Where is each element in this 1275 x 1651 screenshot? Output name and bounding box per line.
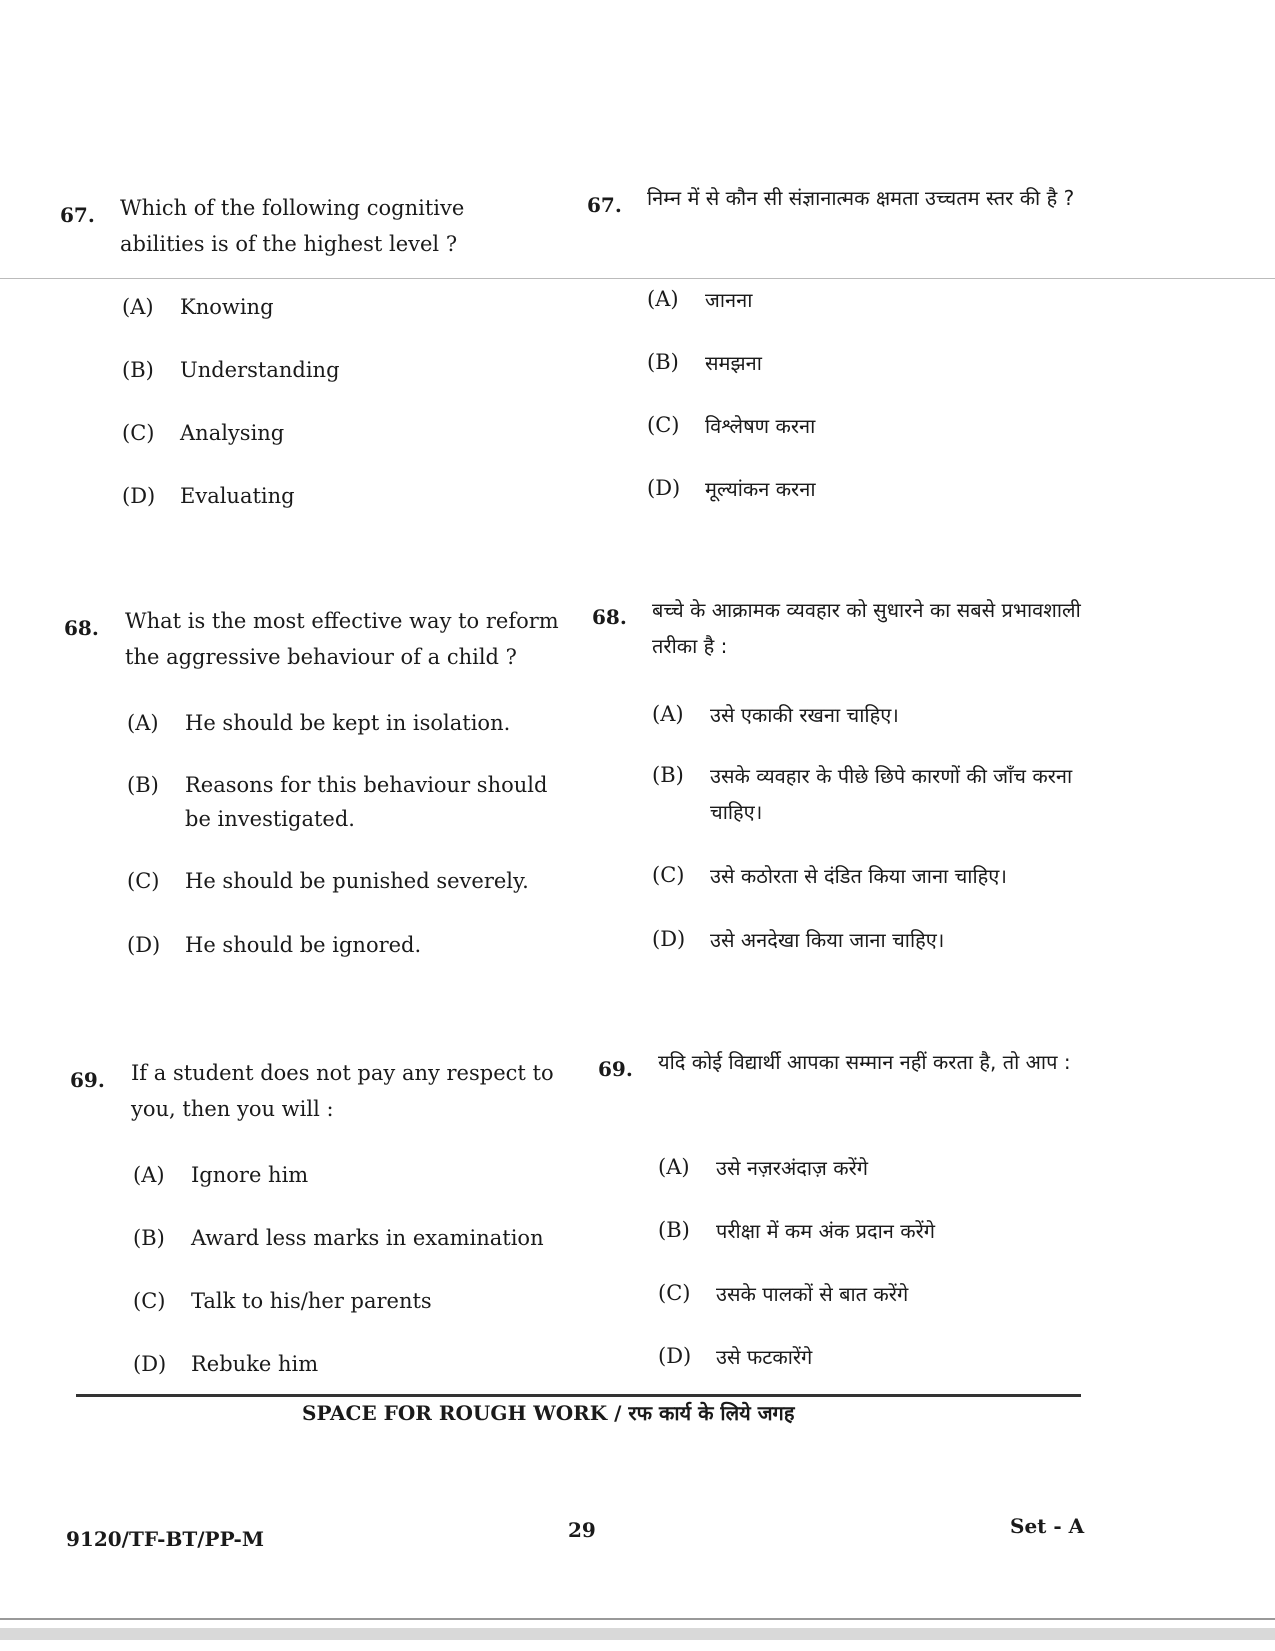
question-68-option-d-hi	[652, 922, 944, 958]
option-text: जानना	[705, 288, 753, 312]
option-text: He should be ignored.	[185, 933, 422, 957]
option-text: Award less marks in examination	[191, 1226, 544, 1250]
option-label: (B)	[127, 773, 159, 797]
option-text: मूल्यांकन करना	[705, 477, 816, 501]
option-text: उसे एकाकी रखना चाहिए।	[710, 703, 899, 727]
option-label: (B)	[133, 1226, 165, 1250]
scan-edge-band	[0, 1628, 1275, 1640]
question-69-option-c-en	[133, 1284, 432, 1318]
question-69-option-d-en	[133, 1347, 318, 1381]
question-68-number-hi: 68.	[592, 605, 627, 629]
option-text: उसे फटकारेंगे	[716, 1345, 813, 1369]
scan-edge-line	[0, 1618, 1275, 1620]
question-69-number-en: 69.	[70, 1068, 105, 1092]
option-text: Understanding	[180, 358, 340, 382]
option-label: (A)	[647, 287, 679, 311]
question-68-option-d-en	[127, 928, 421, 962]
set-label: Set - A	[1010, 1514, 1085, 1538]
question-67-option-c-hi	[647, 408, 815, 444]
option-text: Rebuke him	[191, 1352, 319, 1376]
option-label: (D)	[127, 933, 161, 957]
option-text: Talk to his/her parents	[191, 1289, 432, 1313]
question-68-option-c-hi	[652, 858, 1007, 894]
option-text: Ignore him	[191, 1163, 309, 1187]
option-text: परीक्षा में कम अंक प्रदान करेंगे	[716, 1219, 936, 1243]
option-text: उसे अनदेखा किया जाना चाहिए।	[710, 928, 945, 952]
question-68-option-c-en	[127, 864, 529, 898]
question-68-option-b-en	[127, 768, 557, 836]
option-label: (D)	[647, 476, 681, 500]
question-69-option-c-hi	[658, 1276, 908, 1312]
question-67-option-a-hi	[647, 282, 752, 318]
option-label: (D)	[122, 484, 156, 508]
question-67-option-d-hi	[647, 471, 816, 507]
question-67-text-hi: निम्न में से कौन सी संज्ञानात्मक क्षमता उच्चतम स्तर की है ?	[647, 186, 1075, 210]
rough-work-label-hi: रफ कार्य के लिये जगह	[628, 1401, 795, 1425]
rough-work-label	[302, 1395, 794, 1431]
rough-work-label-en: SPACE FOR ROUGH WORK /	[302, 1401, 622, 1425]
option-label: (A)	[652, 702, 684, 726]
option-text: उसे कठोरता से दंडित किया जाना चाहिए।	[710, 864, 1007, 888]
question-67-number-en: 67.	[60, 203, 95, 227]
question-68-option-b-hi	[652, 758, 1080, 830]
question-69-text-en: If a student does not pay any respect to you, then you will :	[131, 1061, 554, 1121]
scan-line	[0, 278, 1275, 279]
question-68-number-en: 68.	[64, 616, 99, 640]
question-67-option-b-en	[122, 353, 340, 387]
option-text: He should be kept in isolation.	[185, 711, 511, 735]
option-label: (C)	[122, 421, 155, 445]
option-text: Reasons for this behaviour should be investigated.	[185, 773, 548, 831]
option-label: (C)	[647, 413, 680, 437]
question-69-option-d-hi	[658, 1339, 812, 1375]
question-67-option-c-en	[122, 416, 284, 450]
question-68-option-a-hi	[652, 697, 899, 733]
option-text: विश्लेषण करना	[705, 414, 816, 438]
option-label: (D)	[133, 1352, 167, 1376]
question-69-text-hi: यदि कोई विद्यार्थी आपका सम्मान नहीं करता है, तो आप :	[658, 1050, 1071, 1074]
question-68-text-hi: बच्चे के आक्रामक व्यवहार को सुधारने का सबसे प्रभावशाली तरीका है :	[652, 598, 1081, 658]
option-text: Knowing	[180, 295, 274, 319]
question-69-option-a-hi	[658, 1150, 868, 1186]
question-69-number-hi: 69.	[598, 1057, 633, 1081]
question-67-number-hi: 67.	[587, 193, 622, 217]
option-label: (A)	[127, 711, 159, 735]
option-label: (C)	[127, 869, 160, 893]
question-69-option-b-en	[133, 1221, 544, 1255]
option-label: (D)	[652, 927, 686, 951]
paper-code: 9120/TF-BT/PP-M	[66, 1527, 264, 1551]
option-text: समझना	[705, 351, 762, 375]
question-67-option-a-en	[122, 290, 274, 324]
option-text: उसके व्यवहार के पीछे छिपे कारणों की जाँच करना चाहिए।	[710, 764, 1073, 824]
question-69-option-b-hi	[658, 1213, 935, 1249]
option-label: (B)	[652, 763, 684, 787]
option-text: Evaluating	[180, 484, 295, 508]
question-67-option-b-hi	[647, 345, 762, 381]
option-label: (A)	[658, 1155, 690, 1179]
option-text: उसके पालकों से बात करेंगे	[716, 1282, 909, 1306]
option-label: (C)	[133, 1289, 166, 1313]
option-label: (B)	[647, 350, 679, 374]
option-label: (C)	[652, 863, 685, 887]
question-68-text-en: What is the most effective way to reform the aggressive behaviour of a child ?	[125, 609, 559, 669]
question-69-option-a-en	[133, 1158, 308, 1192]
option-label: (B)	[122, 358, 154, 382]
option-label: (A)	[133, 1163, 165, 1187]
option-label: (C)	[658, 1281, 691, 1305]
option-label: (B)	[658, 1218, 690, 1242]
option-text: उसे नज़रअंदाज़ करेंगे	[716, 1156, 869, 1180]
option-label: (A)	[122, 295, 154, 319]
question-67-text-en: Which of the following cognitive abilities is of the highest level ?	[120, 196, 465, 256]
option-text: Analysing	[180, 421, 285, 445]
page-number: 29	[568, 1518, 596, 1542]
question-67-option-d-en	[122, 479, 295, 513]
option-text: He should be punished severely.	[185, 869, 529, 893]
question-68-option-a-en	[127, 706, 510, 740]
option-label: (D)	[658, 1344, 692, 1368]
